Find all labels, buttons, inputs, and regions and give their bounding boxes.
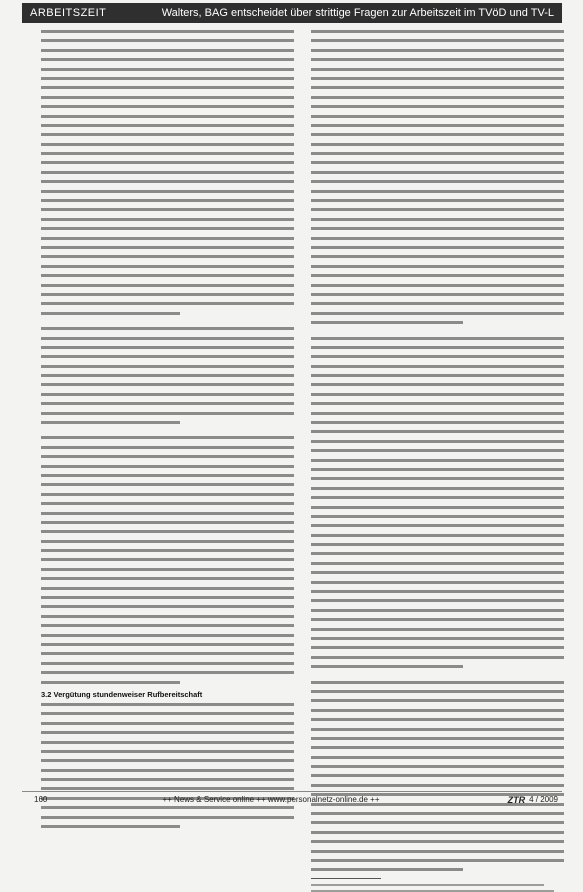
text-line — [41, 133, 294, 136]
text-line — [311, 524, 564, 527]
right-column — [311, 30, 564, 770]
text-line — [41, 96, 294, 99]
text-line — [41, 312, 180, 315]
running-title: Walters, BAG entscheidet über strittige Fragen zur Arbeitszeit im TVöD und TV-L — [161, 7, 554, 19]
left-column — [41, 30, 294, 770]
text-line — [311, 859, 564, 862]
text-line — [41, 246, 294, 249]
text-line — [41, 237, 294, 240]
text-line — [41, 816, 294, 819]
text-line — [41, 778, 294, 781]
text-line — [311, 105, 564, 108]
text-line — [311, 255, 564, 258]
text-line — [311, 412, 564, 415]
text-line — [311, 468, 564, 471]
text-line — [311, 543, 564, 546]
text-line — [311, 718, 564, 721]
running-header — [22, 3, 562, 23]
text-line — [41, 255, 294, 258]
text-line — [41, 190, 294, 193]
text-line — [41, 218, 294, 221]
text-line — [41, 731, 294, 734]
text-line — [41, 624, 294, 627]
text-line — [41, 365, 294, 368]
text-line — [311, 374, 564, 377]
text-line — [41, 346, 294, 349]
text-line — [41, 265, 294, 268]
text-line — [41, 615, 294, 618]
text-line — [41, 455, 294, 458]
footnote-rule — [311, 878, 381, 879]
text-line — [41, 337, 294, 340]
text-line — [41, 474, 294, 477]
text-line — [311, 784, 564, 787]
text-line — [311, 49, 564, 52]
text-line — [311, 850, 564, 853]
text-line — [311, 756, 564, 759]
text-line — [41, 143, 294, 146]
text-line — [311, 246, 564, 249]
page-footer — [22, 791, 562, 807]
text-line — [41, 483, 294, 486]
text-line — [311, 628, 564, 631]
text-line — [311, 599, 564, 602]
text-line — [41, 171, 294, 174]
text-line — [311, 477, 564, 480]
text-line — [41, 703, 294, 706]
text-line — [41, 124, 294, 127]
text-line — [41, 596, 294, 599]
text-line — [41, 421, 180, 424]
text-line — [311, 665, 463, 668]
text-line — [311, 208, 564, 211]
text-line — [311, 440, 564, 443]
text-line — [41, 587, 294, 590]
text-line — [41, 302, 294, 305]
text-line — [41, 152, 294, 155]
text-line — [311, 618, 564, 621]
text-line — [41, 327, 294, 330]
text-line — [311, 293, 564, 296]
text-line — [41, 605, 294, 608]
text-line — [41, 502, 294, 505]
text-line — [311, 868, 463, 871]
text-line — [311, 86, 564, 89]
text-line — [311, 237, 564, 240]
text-line — [311, 190, 564, 193]
journal-logo: ZTR — [507, 794, 526, 805]
text-line — [311, 765, 564, 768]
text-line — [41, 161, 294, 164]
text-line — [41, 274, 294, 277]
text-line — [41, 436, 294, 439]
text-line — [311, 365, 564, 368]
footer-website: ++ News & Service online ++ www.personalnetz-online.de ++ — [162, 795, 380, 804]
text-line — [311, 831, 564, 834]
text-line — [311, 496, 564, 499]
text-line — [41, 825, 180, 828]
text-line — [41, 643, 294, 646]
text-line — [311, 312, 564, 315]
text-line — [41, 208, 294, 211]
text-line — [311, 821, 564, 824]
text-line — [41, 68, 294, 71]
text-line — [41, 671, 294, 674]
text-line — [41, 402, 294, 405]
text-line — [41, 30, 294, 33]
text-line — [41, 530, 294, 533]
text-line — [41, 446, 294, 449]
text-line — [311, 515, 564, 518]
text-line — [311, 58, 564, 61]
text-line — [311, 728, 564, 731]
text-line — [41, 741, 294, 744]
text-line — [311, 646, 564, 649]
text-line — [311, 571, 564, 574]
text-line — [311, 840, 564, 843]
text-line — [41, 465, 294, 468]
text-line — [311, 96, 564, 99]
text-line — [41, 577, 294, 580]
text-line — [311, 487, 564, 490]
text-line — [311, 393, 564, 396]
text-line — [41, 58, 294, 61]
text-line — [41, 652, 294, 655]
text-line — [41, 568, 294, 571]
text-line — [41, 722, 294, 725]
text-line — [41, 284, 294, 287]
text-line — [41, 493, 294, 496]
text-line — [311, 656, 564, 659]
text-line — [41, 86, 294, 89]
text-line — [311, 459, 564, 462]
text-line — [311, 30, 564, 33]
text-line — [41, 521, 294, 524]
footnote-line — [311, 890, 554, 892]
text-line — [311, 355, 564, 358]
text-line — [311, 690, 564, 693]
text-line — [311, 180, 564, 183]
text-line — [41, 558, 294, 561]
text-line — [311, 609, 564, 612]
text-line — [311, 227, 564, 230]
text-line — [311, 265, 564, 268]
text-line — [311, 709, 564, 712]
text-line — [311, 337, 564, 340]
text-line — [311, 637, 564, 640]
text-line — [311, 152, 564, 155]
text-line — [41, 540, 294, 543]
text-line — [311, 506, 564, 509]
page-number: 160 — [34, 795, 48, 804]
text-line — [311, 681, 564, 684]
text-line — [41, 393, 294, 396]
text-line — [311, 581, 564, 584]
text-line — [311, 124, 564, 127]
text-line — [41, 355, 294, 358]
text-line — [311, 737, 564, 740]
footnote-line — [311, 884, 544, 886]
text-line — [41, 227, 294, 230]
text-line — [311, 115, 564, 118]
section-label: ARBEITSZEIT — [30, 7, 107, 19]
text-line — [41, 681, 180, 684]
text-line — [311, 284, 564, 287]
text-line — [41, 759, 294, 762]
text-line — [311, 746, 564, 749]
text-line — [41, 383, 294, 386]
text-line — [41, 512, 294, 515]
text-line — [311, 562, 564, 565]
text-line — [311, 321, 463, 324]
footer-issue — [468, 795, 562, 805]
text-line — [41, 412, 294, 415]
text-line — [41, 199, 294, 202]
text-line — [311, 402, 564, 405]
text-line — [311, 171, 564, 174]
text-line — [311, 218, 564, 221]
text-line — [311, 346, 564, 349]
text-line — [311, 430, 564, 433]
text-line — [41, 180, 294, 183]
text-line — [311, 449, 564, 452]
text-line — [41, 77, 294, 80]
text-line — [311, 302, 564, 305]
text-line — [41, 105, 294, 108]
text-line — [41, 750, 294, 753]
text-line — [41, 49, 294, 52]
text-line — [311, 590, 564, 593]
text-line — [41, 374, 294, 377]
text-line — [311, 161, 564, 164]
text-line — [311, 383, 564, 386]
text-line — [311, 68, 564, 71]
text-line — [311, 274, 564, 277]
text-line — [311, 143, 564, 146]
issue-number: 4 / 2009 — [529, 795, 558, 804]
text-line — [311, 774, 564, 777]
text-line — [41, 769, 294, 772]
text-line — [41, 115, 294, 118]
section-subheading: 3.2 Vergütung stundenweiser Rufbereitschaft — [41, 689, 203, 699]
text-line — [41, 634, 294, 637]
text-line — [41, 549, 294, 552]
text-line — [311, 77, 564, 80]
text-line — [311, 39, 564, 42]
text-line — [311, 552, 564, 555]
text-line — [41, 712, 294, 715]
text-line — [41, 39, 294, 42]
text-line — [311, 534, 564, 537]
text-line — [311, 699, 564, 702]
text-line — [311, 199, 564, 202]
text-line — [311, 421, 564, 424]
text-line — [311, 133, 564, 136]
text-line — [41, 293, 294, 296]
text-line — [41, 662, 294, 665]
